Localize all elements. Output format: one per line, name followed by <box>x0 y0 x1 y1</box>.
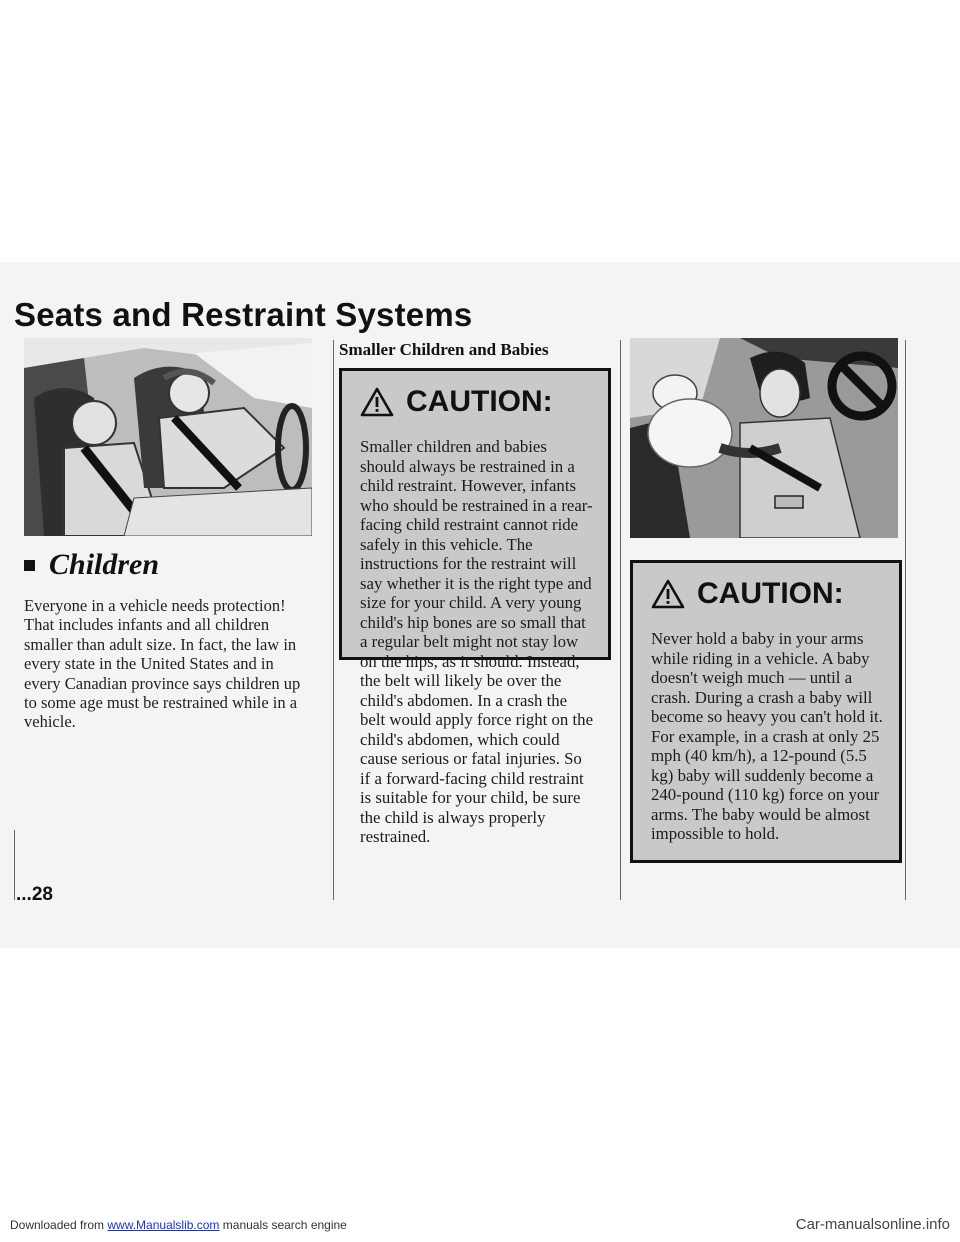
children-in-car-drawing <box>24 338 312 536</box>
section-title-text: Children <box>49 548 160 581</box>
caution-label: CAUTION: <box>406 385 553 418</box>
column-divider-right <box>905 340 906 900</box>
caution-text-smaller-children: Smaller children and babies should always be restrained in a child restraint. However, infants who should be restrained in a rear-facing child restraint cannot ride safely in this vehicle. The instructions for the restraint will say whether it is the right type and size for your child. A very young child's hip bones are so small that a regular belt might not stay low on the hips, as it should. Instead, the belt will likely be over the child's abdomen. In a crash the belt would apply force right on the child's abdomen, which could cause serious or fatal injuries. So if a forward-facing child restraint is suitable for your child, be sure the child is always properly restrained. <box>360 437 594 846</box>
caution-box-holding-baby <box>630 560 902 863</box>
children-body-text: Everyone in a vehicle needs protection! That includes infants and all children smaller than adult size. In fact, the law in every state in the United States and in every Canadian province says children up to some age must be restrained while in a vehicle. <box>24 596 301 732</box>
warning-triangle-icon <box>651 579 685 609</box>
caution-text-holding-baby: Never hold a baby in your arms while riding in a vehicle. A baby doesn't weigh much — until a crash. During a crash a baby will become so heavy you can't hold it. For example, in a crash at only 25 mph (40 km/h), a 12-pound (5.5 kg) baby will suddenly become a 240-pound (110 kg) force on your arms. The baby would be almost impossible to hold. <box>651 629 883 843</box>
caution-heading <box>360 385 594 419</box>
left-margin-rule <box>14 830 15 900</box>
caution-label: CAUTION: <box>697 577 844 610</box>
column-divider-left <box>333 340 334 900</box>
holding-baby-prohibited-illustration <box>630 338 898 538</box>
download-credit-prefix: Downloaded from <box>10 1218 108 1232</box>
download-credit <box>10 1218 347 1232</box>
warning-triangle-icon <box>360 387 394 417</box>
watermark: Car-manualsonline.info <box>795 1216 950 1233</box>
holding-baby-drawing <box>630 338 898 538</box>
section-bullet <box>24 560 35 571</box>
children-in-car-illustration <box>24 338 312 536</box>
smaller-children-subheading: Smaller Children and Babies <box>339 340 549 359</box>
page-title: Seats and Restraint Systems <box>14 296 473 333</box>
section-title-children <box>24 548 159 582</box>
download-credit-suffix: manuals search engine <box>219 1218 347 1232</box>
caution-heading <box>651 577 885 611</box>
caution-box-smaller-children <box>339 368 611 846</box>
manualslib-link[interactable]: www.Manualslib.com <box>107 1218 220 1232</box>
page-number: ...28 <box>16 884 53 905</box>
column-divider-middle <box>620 340 621 900</box>
